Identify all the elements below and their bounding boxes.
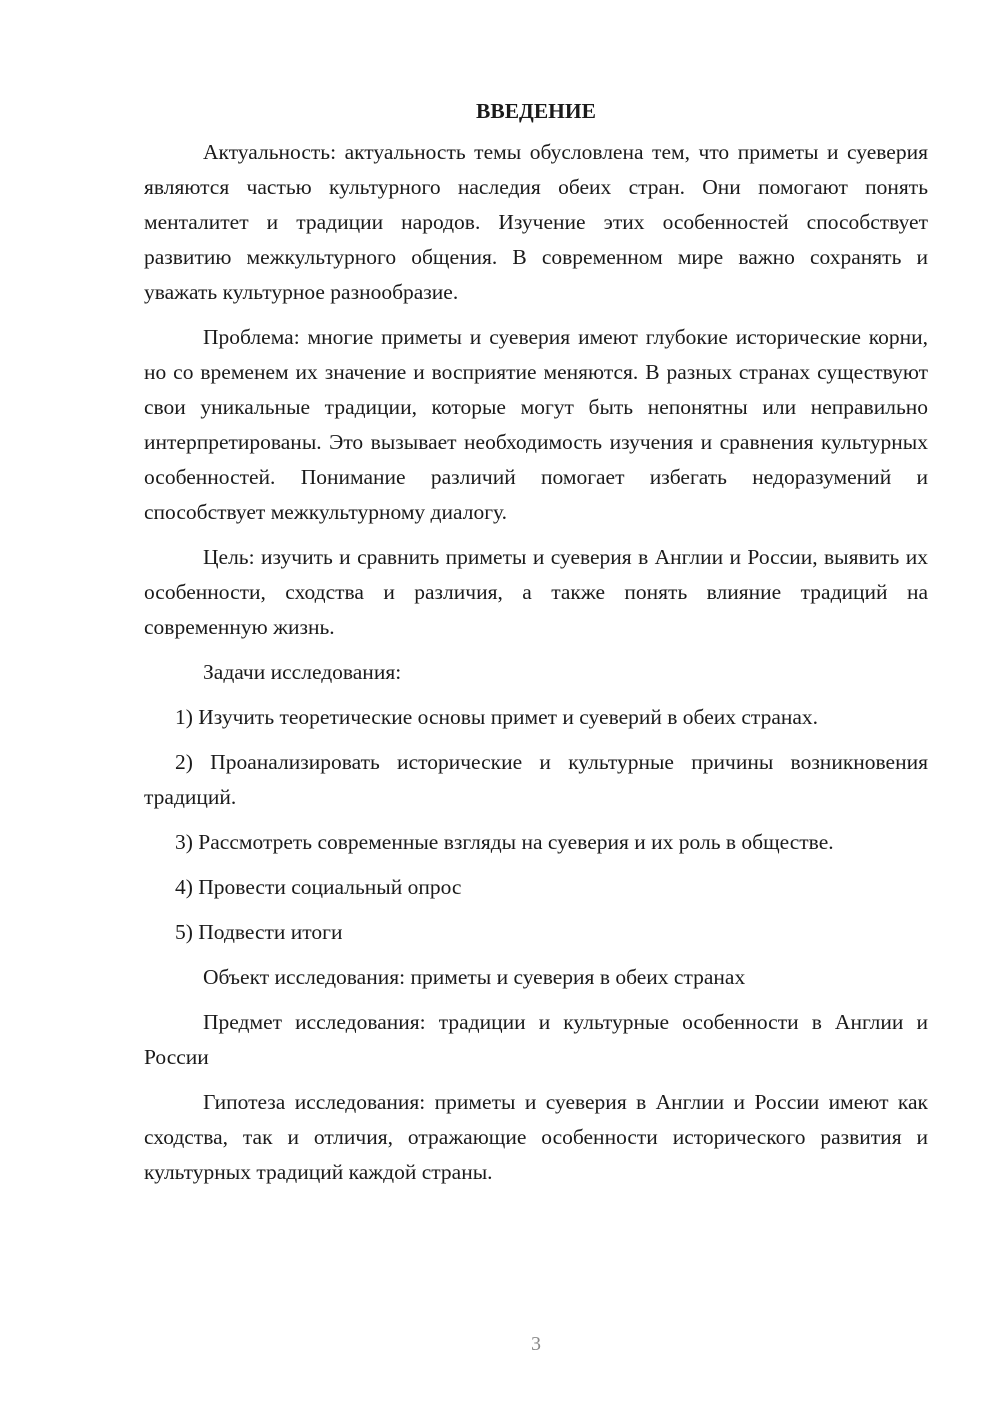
paragraph-goal: Цель: изучить и сравнить приметы и суеверия в Англии и России, выявить их особенности, сходства и различия, а также понять влияние традиций на современную жизнь. (144, 545, 928, 639)
paragraph-relevance: Актуальность: актуальность темы обусловлена тем, что приметы и суеверия являются частью культурного наследия обеих стран. Они помогают понять менталитет и традиции народов. Изучение этих особенностей способствует развитию межкультурного общения. В современном мире важно сохранять и уважать культурное разнообразие. (144, 140, 928, 304)
task-item-5: 5) Подвести итоги (175, 920, 343, 944)
paragraph-hypothesis: Гипотеза исследования: приметы и суеверия в Англии и России имеют как сходства, так и отличия, отражающие особенности исторического развития и культурных традиций каждой страны. (144, 1090, 928, 1184)
paragraph-subject: Предмет исследования: традиции и культурные особенности в Англии и России (144, 1010, 928, 1069)
task-item-1: 1) Изучить теоретические основы примет и суеверий в обеих странах. (175, 705, 819, 729)
paragraph-problem: Проблема: многие приметы и суеверия имеют глубокие исторические корни, но со временем их значение и восприятие меняются. В разных странах существуют свои уникальные традиции, которые могут быть непонятны или неправильно интерпретированы. Это вызывает необходимость изучения и сравнения культурных особенностей. Понимание различий помогает избегать недоразумений и способствует межкультурному диалогу. (144, 325, 928, 524)
tasks-heading: Задачи исследования: (203, 660, 402, 684)
task-item-3: 3) Рассмотреть современные взгляды на суеверия и их роль в обществе. (175, 830, 834, 854)
page-number: 3 (531, 1333, 541, 1355)
page-title: ВВЕДЕНИЕ (476, 99, 596, 123)
paragraph-object: Объект исследования: приметы и суеверия в обеих странах (203, 965, 746, 989)
task-item-2: 2) Проанализировать исторические и культурные причины возникновения традиций. (144, 750, 928, 809)
task-item-4: 4) Провести социальный опрос (175, 875, 462, 899)
page-content (144, 94, 928, 1200)
